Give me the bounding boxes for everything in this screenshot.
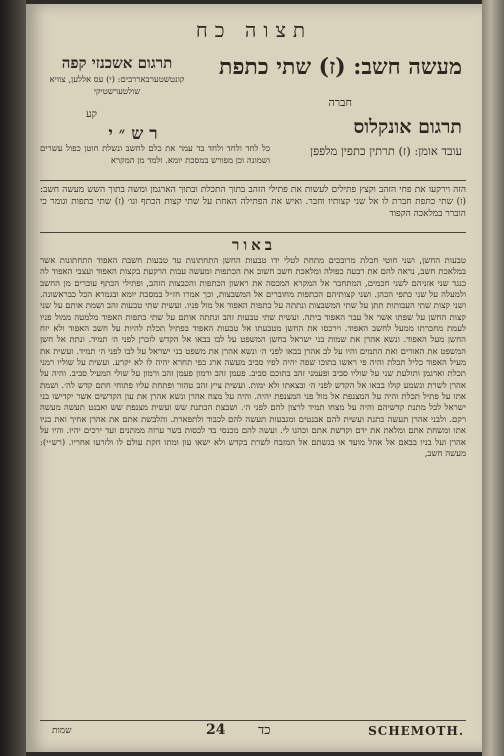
rashi-title: רש״י	[108, 124, 164, 144]
footer-book-latin: SCHEMOTH.	[368, 724, 464, 738]
divider-middle	[40, 232, 466, 233]
translation-mark: קע	[86, 109, 98, 120]
onkelos-text: עובד אומן: (ז) תרתין כתפין מלפפן	[310, 144, 462, 158]
onkelos-title: תרגום אונקלוס	[353, 116, 462, 138]
verse-subheading: חברה	[328, 96, 352, 109]
verse-heading: מעשה חשב: (ז) שתי כתפת	[219, 54, 462, 80]
biur-title: באור	[231, 236, 277, 254]
footer-book-name: שמות	[52, 726, 72, 736]
footer-page-number: 24	[206, 722, 226, 738]
divider-bottom	[40, 720, 466, 721]
footer-hebrew-page: כד	[258, 723, 271, 738]
divider-top	[40, 180, 466, 181]
biur-text: טבעות החשן, ושני חוטי חבלת מרובכים מתחת לטלי ידו טבעות החשן התחתונות עד טבעות חשבת האפוד התחתונות אשר במלאכת חשב, נראה להם את רבעה כפולה ומלאכת חשב חשוב את הכתפות ומעשה עבות הרקעת בקצות האפוד ועצבי האפוד לה כנגד שני אזניהם לשני חכמים, המתחבר אל המקרא המכסה את ראשון הכתפות והכבצות הזהב, ופתילי הכתף עוברים מן החשב ולמעלה על שני כתפי הכהן. ושני קצותיהם הכתפות מחוברים אל המשבצות, וכך אמרו חז״ל במסכת יומא ובגמרא הכל כבראשונה. ושני קצות שתי העבותות תתן על שתי המשבצות ונתתה על כתפות האפוד אל מול פניו. ועשית שתי טבעות זהב ושמת אותם על שני קצות החשן על שפתו אשר אל עבר האפוד ביתה. ועשית שתי טבעות זהב ונתתה אותם על שתי כתפות האפוד מלמטה ממול פניו לעמת מחברתו ממעל לחשב האפוד. וירכסו את החשן מטבעתו אל טבעות האפוד בפתיל תכלת להיות על חשב האפוד ולא יזח החשן מעל האפוד. ונשא אהרן את שמות בני ישראל בחשן המשפט על לבו בבאו אל הקדש לזכרן לפני ה׳ תמיד. ונתת אל חשן המשפט את האורים ואת התמים והיו על לב אהרן בבאו לפני ה׳ ונשא אהרן את משפט בני ישראל על לבו לפני ה׳ תמיד. ועשית את מעיל האפוד כליל תכלת והיה פי ראשו בתוכו שפה יהיה לפיו סביב מעשה ארג כפי תחרא יהיה לו לא יקרע. ועשית על שוליו רמני תכלת וארגמן ותולעת שני על שוליו סביב ופעמני זהב בתוכם סביב. פעמן זהב ורמון פעמן זהב ורמון על שולי המעיל סביב. והיה על אהרן לשרת ונשמע קולו בבאו אל הקדש לפני ה׳ ובצאתו ולא ימות. ועשית ציץ זהב טהור ופתחת עליו פתוחי חתם קדש לה׳. ושמת אתו על פתיל תכלת והיה על המצנפת אל מול פני המצנפת יהיה. והיה על מצח אהרן ונשא אהרן את עון הקדשים אשר יקדישו בני ישראל לכל מתנת קדשיהם והיה על מצחו תמיד לרצון להם לפני ה׳. ושבצת הכתנת שש ועשית מצנפת שש ואבנט תעשה מעשה רקם. ולבני אהרן תעשה כתנת ועשית להם אבנטים ומגבעות תעשה להם לכבוד ולתפארת. והלבשת אתם את אהרן אחיך ואת בניו אתו ומשחת אתם ומלאת את ידם וקדשת אתם וכהנו לי. ועשה להם מכנסי בד לכסות בשר ערוה ממתנים ועד ירכים יהיו. והיו על אהרן ועל בניו בבאם אל אהל מועד או בגשתם אל המזבח לשרת בקדש ולא ישאו עון ומתו חקת עולם לו ולזרעו אחריו. (רש״י): מעשה חשב,	[40, 256, 466, 459]
page-edges	[482, 0, 504, 756]
book-spine	[0, 0, 26, 756]
page	[26, 4, 482, 752]
translation-title: תרגום אשכנזי קפה	[61, 54, 173, 72]
rashi-text: כל לחד ולחד ולחד בד עמר את כלם לחשב ונשלת חוטן כפול עשרים ושמונה וכן מפורש במסכת יומא. ולמד מן המקרא	[40, 144, 270, 166]
running-head: תצוה כח	[195, 18, 313, 42]
bible-commentary: הזה וירקעו את פחי הזהב וקצץ פתילים לעשות את פתילי הזהב בתוך התכלת ובתוך הארגמן ומשה בתוך השש מעשה חשב: (ז) שתי כתפת חברת לו אל שני קצותיו וחבר. ואיש את הפתילה האחת על שתי קצות הכתף וגו׳ (ז) שתי כתפות וגומר כי הוברר במלאכה הקפוד	[40, 185, 466, 219]
translation-text: קונטשטערבאררבים: (י) עס אללען, צוויא שולטערשטיקי	[49, 75, 185, 97]
